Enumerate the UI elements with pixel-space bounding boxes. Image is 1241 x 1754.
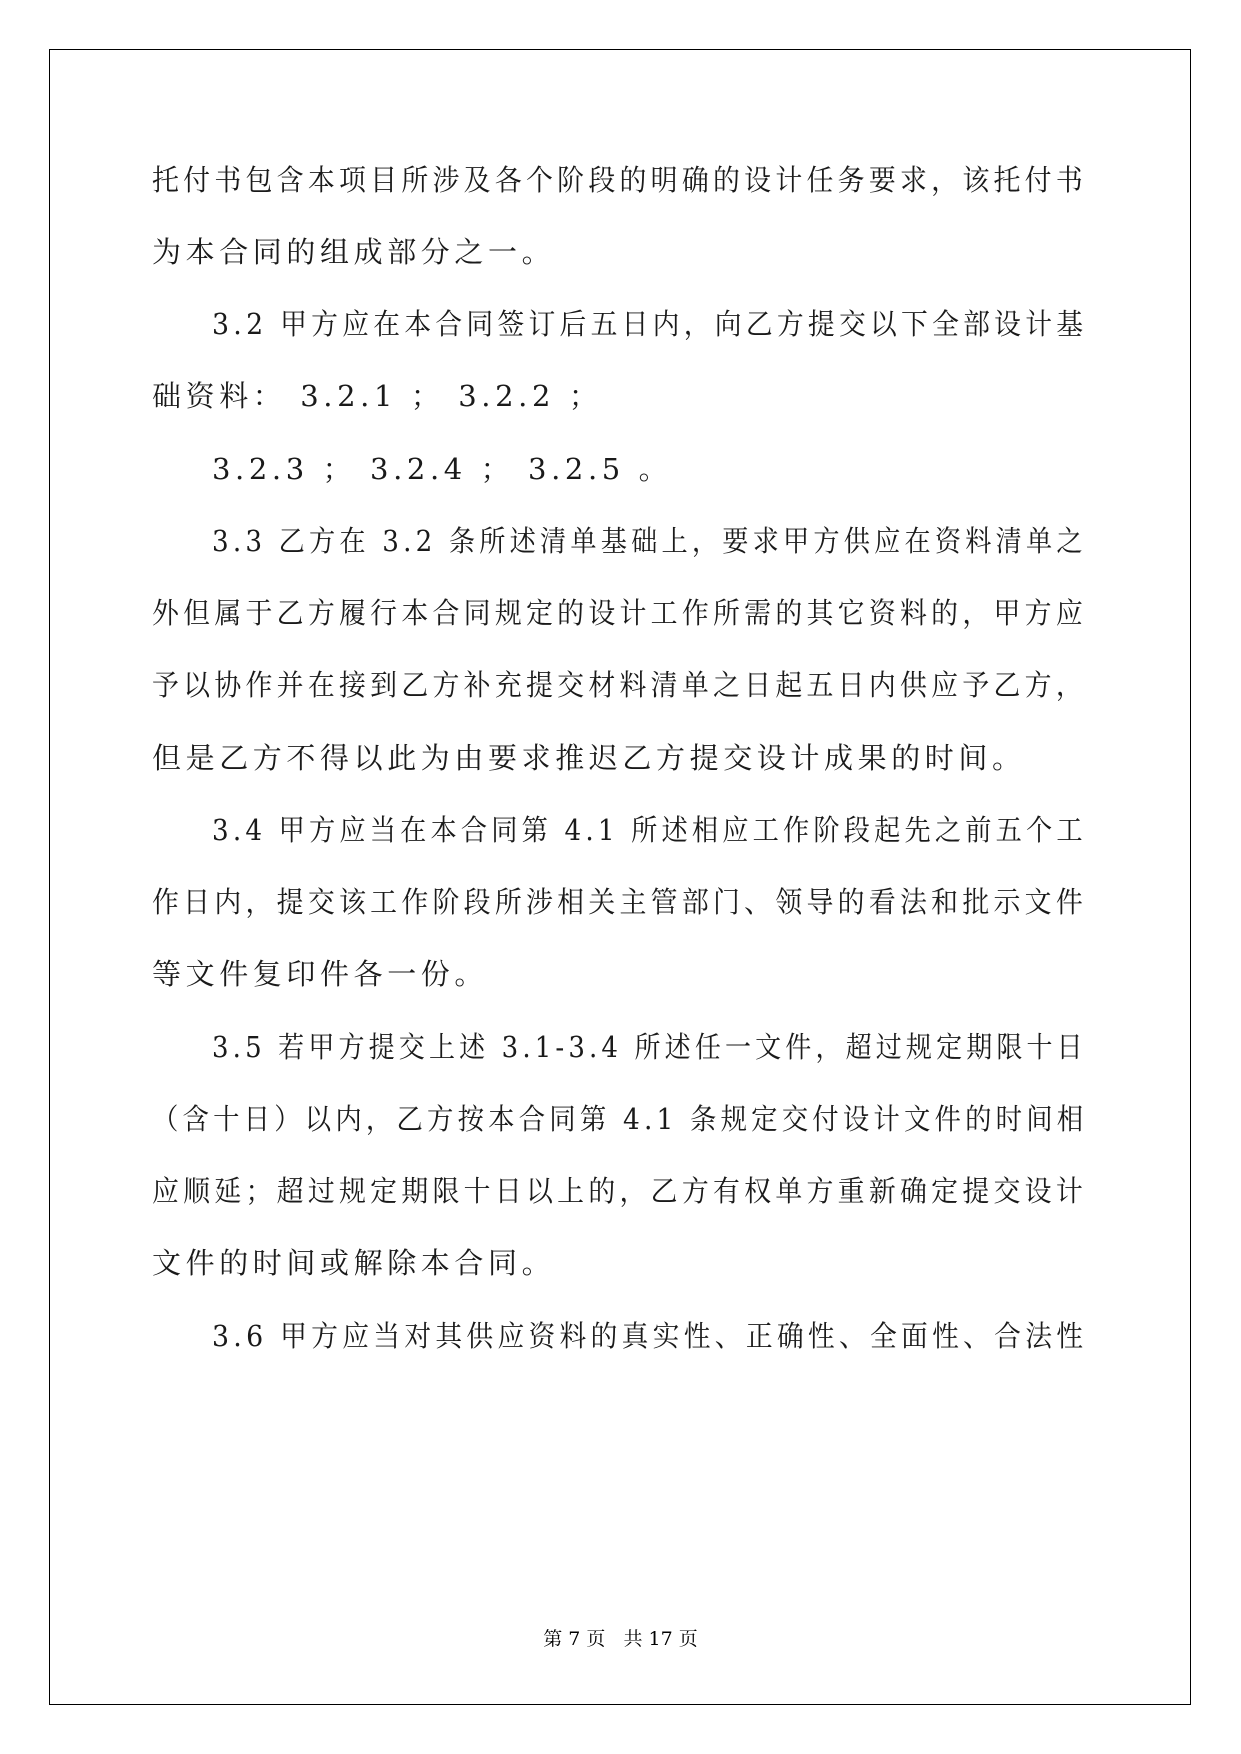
- text-line: 作日内，提交该工作阶段所涉相关主管部门、领导的看法和批示文件: [152, 885, 1088, 919]
- page-total: 共 17 页: [623, 1628, 698, 1650]
- text-line: 3.2.3 ； 3.2.4 ； 3.2.5 。: [212, 452, 673, 486]
- text-line: 3.4 甲方应当在本合同第 4.1 所述相应工作阶段起先之前五个工: [212, 813, 1087, 847]
- text-line: 础资料： 3.2.1 ； 3.2.2 ；: [152, 379, 603, 413]
- text-line: 等文件复印件各一份。: [152, 957, 489, 991]
- text-line: 外但属于乙方履行本合同规定的设计工作所需的其它资料的，甲方应: [152, 596, 1088, 630]
- text-line: 但是乙方不得以此为由要求推迟乙方提交设计成果的时间。: [152, 741, 1026, 775]
- text-line: 文件的时间或解除本合同。: [152, 1246, 556, 1280]
- text-line: 3.2 甲方应在本合同签订后五日内，向乙方提交以下全部设计基: [212, 307, 1088, 341]
- text-line: 3.6 甲方应当对其供应资料的真实性、正确性、全面性、合法性: [212, 1319, 1088, 1353]
- page-footer: [0, 1624, 1241, 1651]
- text-line: 3.5 若甲方提交上述 3.1-3.4 所述任一文件，超过规定期限十日: [212, 1030, 1087, 1064]
- text-line: 应顺延；超过规定期限十日以上的，乙方有权单方重新确定提交设计: [152, 1174, 1088, 1208]
- text-line: 3.3 乙方在 3.2 条所述清单基础上，要求甲方供应在资料清单之: [212, 524, 1087, 558]
- text-line: 为本合同的组成部分之一。: [152, 235, 556, 269]
- page-border: [49, 49, 1191, 1705]
- page-number: 第 7 页: [543, 1628, 606, 1650]
- text-line: 托付书包含本项目所涉及各个阶段的明确的设计任务要求，该托付书: [152, 163, 1088, 197]
- text-line: 予以协作并在接到乙方补充提交材料清单之日起五日内供应予乙方，: [152, 668, 1088, 702]
- text-line: （含十日）以内，乙方按本合同第 4.1 条规定交付设计文件的时间相: [152, 1102, 1088, 1136]
